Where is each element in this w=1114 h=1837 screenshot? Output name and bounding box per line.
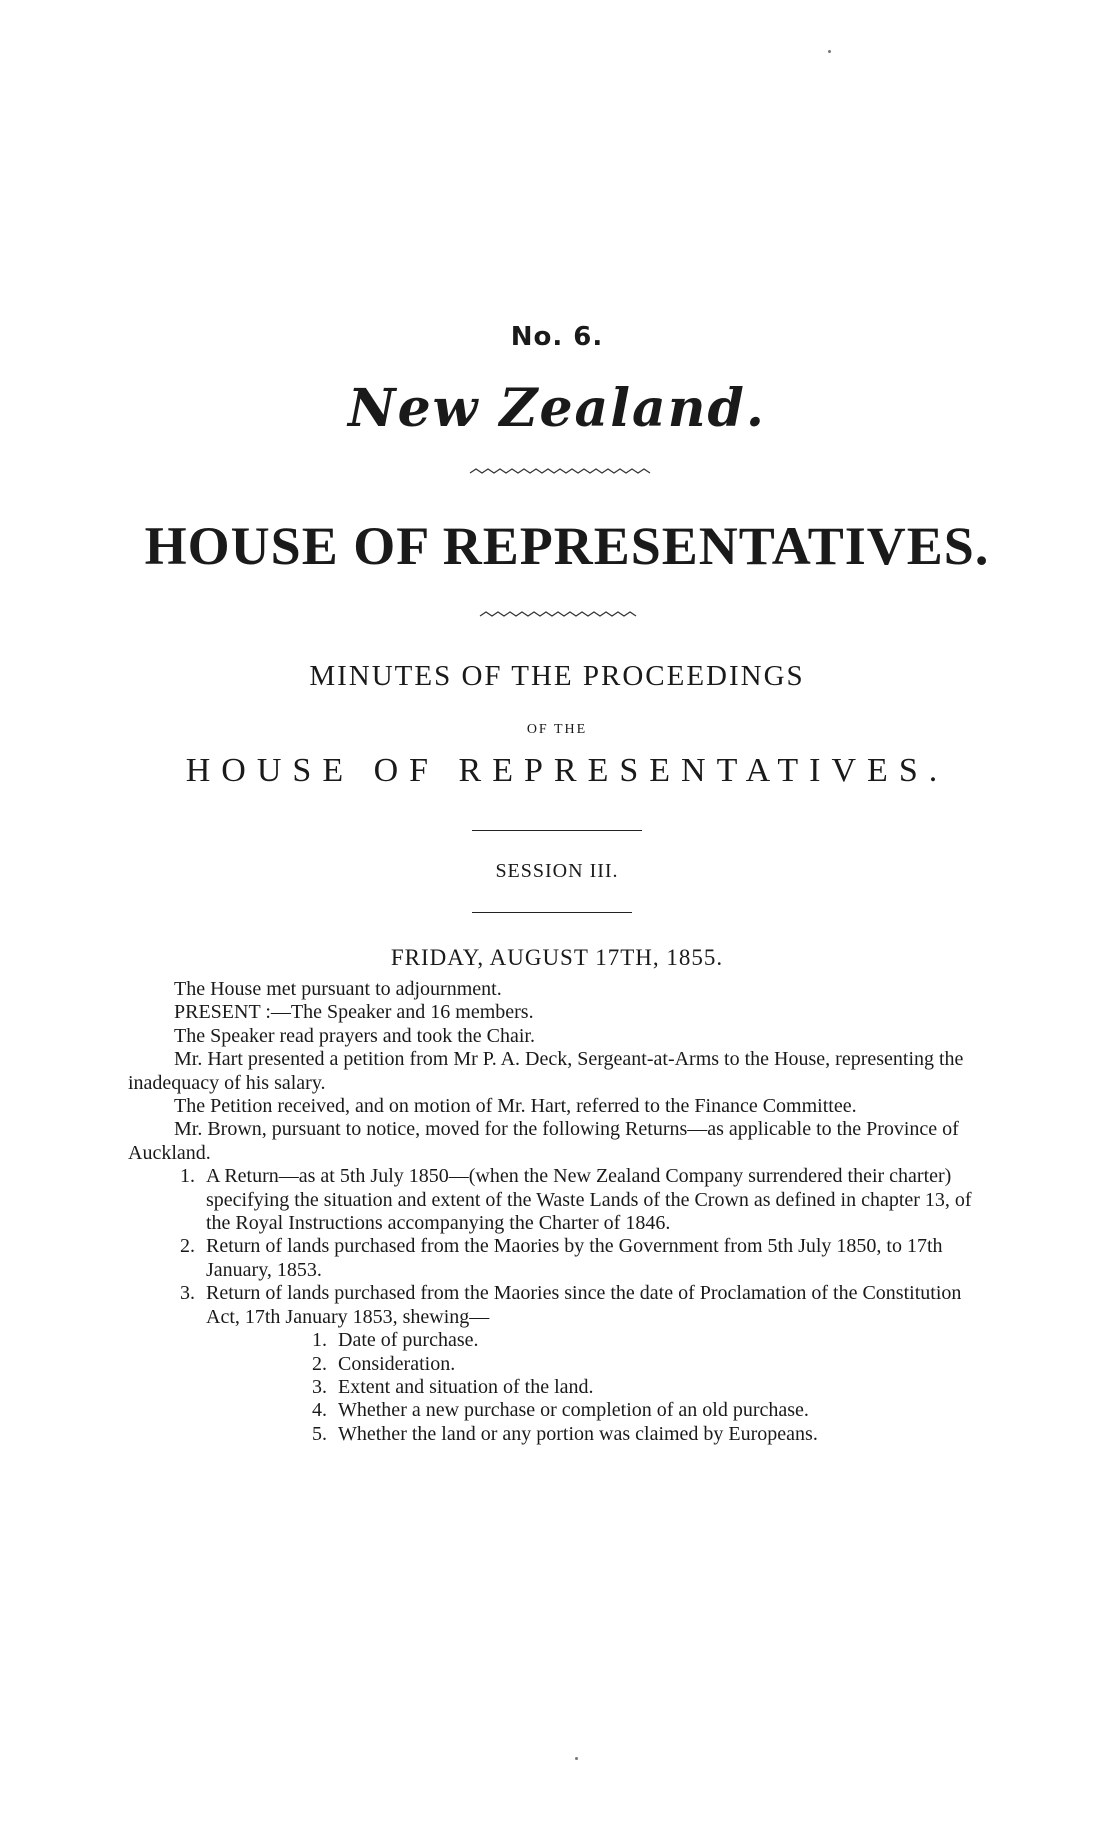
sub-item — [128, 1423, 978, 1446]
document-number: No. 6. — [510, 322, 604, 352]
speck-mark — [575, 1757, 578, 1760]
of-the-label: OF THE — [526, 722, 588, 737]
minutes-body — [128, 978, 978, 1446]
list-label: 1. — [312, 1329, 327, 1352]
session-label: SESSION III. — [495, 860, 619, 882]
house-title: HOUSE OF REPRESENTATIVES. — [144, 516, 990, 576]
list-text: Return of lands purchased from the Maories by the Government from 5th July 1850, to 17th January, 1853. — [206, 1235, 943, 1281]
list-label: 3. — [180, 1282, 195, 1305]
list-label: 2. — [312, 1352, 327, 1375]
list-text: A Return—as at 5th July 1850—(when the New Zealand Company surrendered their charter) specifying the situation and extent of the Waste Lands of the Crown as defined in chapter 13, of the Royal Instructions accompanying the Charter of 1846. — [206, 1165, 972, 1235]
list-label: 2. — [180, 1235, 195, 1258]
sub-item — [128, 1376, 978, 1399]
list-text: Whether a new purchase or completion of an old purchase. — [338, 1399, 809, 1422]
ornament-squiggle-1 — [0, 465, 1114, 481]
minutes-title: MINUTES OF THE PROCEEDINGS — [309, 660, 805, 692]
sub-item — [128, 1329, 978, 1352]
return-item — [128, 1165, 978, 1235]
paragraph: The Speaker read prayers and took the Chair. — [174, 1024, 535, 1047]
list-text: Date of purchase. — [338, 1329, 479, 1352]
divider-rule-2 — [472, 912, 632, 913]
country-title: New Zealand. — [348, 378, 766, 439]
paragraph: Mr. Hart presented a petition from Mr P. A. Deck, Sergeant-at-Arms to the House, representing the inadequacy of his salary. — [128, 1048, 964, 1094]
divider-rule-1 — [472, 830, 642, 831]
list-text: Return of lands purchased from the Maories since the date of Proclamation of the Constitution Act, 17th January 1853, shewing— — [206, 1282, 962, 1328]
list-label: 5. — [312, 1422, 327, 1445]
list-label: 4. — [312, 1399, 327, 1422]
list-label: 1. — [180, 1165, 195, 1188]
paragraph: The House met pursuant to adjournment. — [174, 978, 502, 1000]
return-item — [128, 1282, 978, 1329]
house-spaced-title: HOUSE OF REPRESENTATIVES. — [185, 752, 949, 789]
speck-mark — [828, 50, 831, 53]
sub-item — [128, 1399, 978, 1422]
list-text: Whether the land or any portion was claimed by Europeans. — [338, 1422, 818, 1445]
list-text: Extent and situation of the land. — [338, 1375, 594, 1398]
paragraph: PRESENT :—The Speaker and 16 members. — [174, 1001, 534, 1024]
ornament-squiggle-2 — [0, 608, 1114, 624]
list-text: Consideration. — [338, 1352, 456, 1375]
paragraph: The Petition received, and on motion of Mr. Hart, referred to the Finance Committee. — [174, 1095, 857, 1118]
paragraph: Mr. Brown, pursuant to notice, moved for the following Returns—as applicable to the Province of Auckland. — [128, 1118, 959, 1164]
list-label: 3. — [312, 1375, 327, 1398]
return-item — [128, 1235, 978, 1282]
sub-item — [128, 1353, 978, 1376]
sitting-date: FRIDAY, AUGUST 17TH, 1855. — [390, 945, 724, 970]
